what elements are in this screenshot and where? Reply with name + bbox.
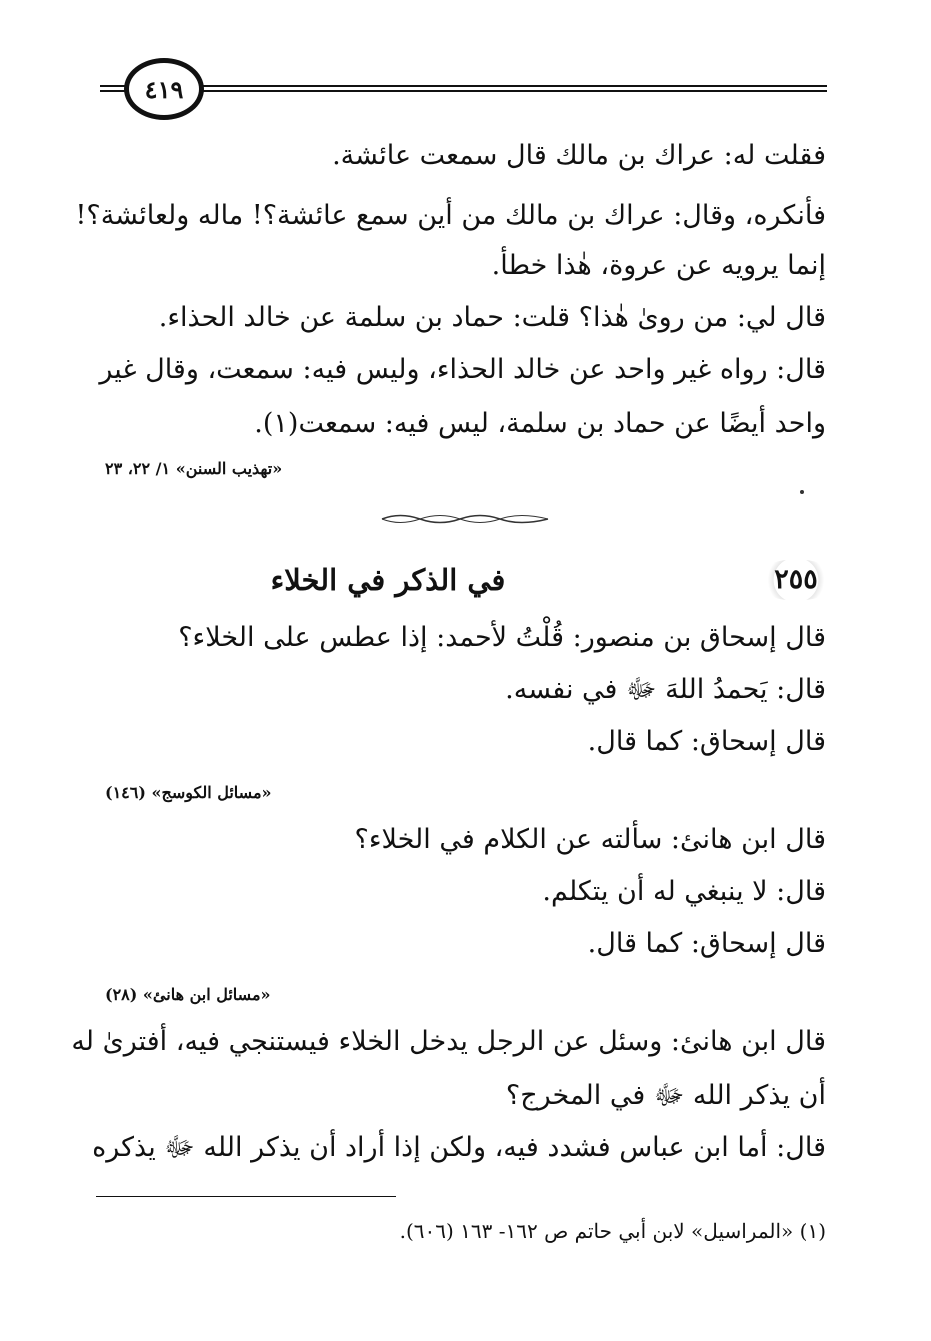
text-line: إنما يرويه عن عروة، هٰذا خطأ. — [491, 250, 826, 281]
text-line: قال: رواه غير واحد عن خالد الحذاء، وليس فيه: سمعت، وقال غير — [99, 354, 826, 385]
text-line: قال ابن هانئ: وسئل عن الرجل يدخل الخلاء فيستنجي فيه، أفترىٰ له — [71, 1026, 826, 1057]
source-citation: «مسائل الكوسج» (١٤٦) — [105, 783, 272, 802]
header-rule — [100, 85, 827, 93]
source-citation: «مسائل ابن هانئ» (٢٨) — [105, 985, 271, 1004]
source-citation: «تهذيب السنن» ١/ ٢٢، ٢٣ — [105, 459, 283, 478]
text-line: فأنكره، وقال: عراك بن مالك من أين سمع عائشة؟! ماله ولعائشة؟! — [75, 200, 826, 231]
text-line: قال: أما ابن عباس فشدد فيه، ولكن إذا أراد أن يذكر الله ﷻ يذكره — [92, 1132, 826, 1163]
text-line: قال إسحاق: كما قال. — [587, 928, 826, 959]
footnote-rule — [96, 1196, 396, 1197]
divider-ornament — [380, 512, 550, 526]
footnote: (١) «المراسيل» لابن أبي حاتم ص ١٦٢- ١٦٣ (٦٠٦). — [399, 1219, 826, 1243]
text-line: واحد أيضًا عن حماد بن سلمة، ليس فيه: سمعت(١). — [254, 408, 826, 439]
page-number: ٤١٩ — [124, 58, 204, 120]
text-line: قال إسحاق: كما قال. — [587, 726, 826, 757]
section-number-badge: ٢٥٥ — [761, 560, 831, 600]
text-line: أن يذكر الله ﷻ في المخرج؟ — [505, 1080, 826, 1111]
text-line: قال لي: من روىٰ هٰذا؟ قلت: حماد بن سلمة عن خالد الحذاء. — [158, 302, 826, 333]
text-line: قال: لا ينبغي له أن يتكلم. — [542, 876, 826, 907]
text-line: قال إسحاق بن منصور: قُلْتُ لأحمد: إذا عطس على الخلاء؟ — [178, 622, 826, 653]
text-line: فقلت له: عراك بن مالك قال سمعت عائشة. — [332, 140, 826, 171]
text-line: قال: يَحمدُ اللهَ ﷻ في نفسه. — [505, 674, 826, 705]
text-line: قال ابن هانئ: سألته عن الكلام في الخلاء؟ — [354, 824, 826, 855]
section-title: في الذكر في الخلاء — [270, 563, 506, 597]
stray-dot — [800, 490, 804, 494]
